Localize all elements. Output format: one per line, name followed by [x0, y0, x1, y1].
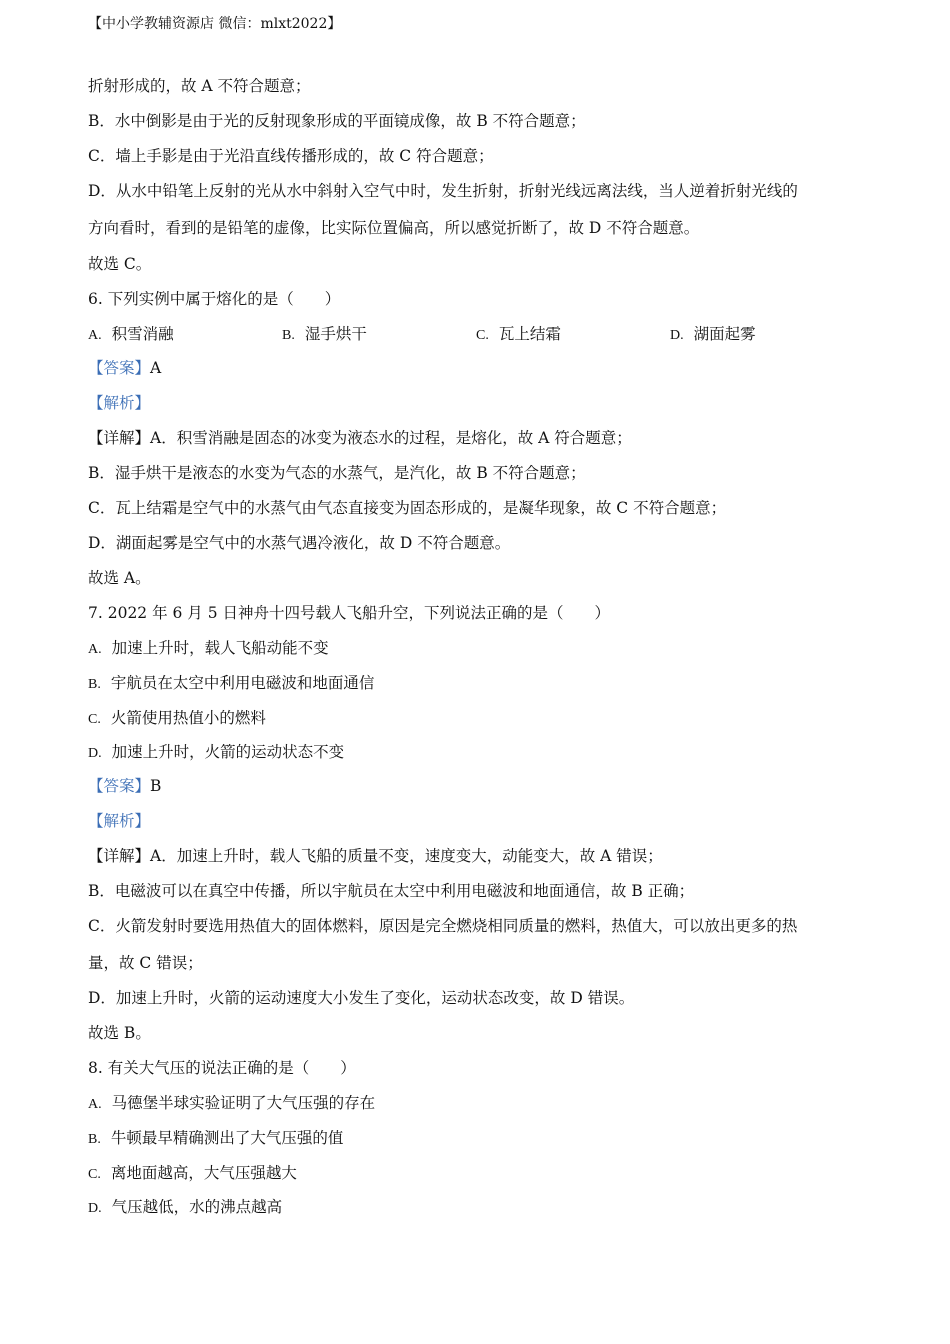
answer-tag: 【答案】: [88, 777, 151, 795]
option-letter: A.: [88, 642, 102, 657]
q7-conclusion: 故选 B。: [88, 1024, 151, 1042]
q5-option-d-explanation: D．从水中铅笔上反射的光从水中斜射入空气中时，发生折射，折射光线远离法线，当人逆着折射光线的: [88, 182, 798, 200]
q6-detail-b: B．湿手烘干是液态的水变为气态的水蒸气，是汽化，故 B 不符合题意；: [88, 464, 586, 482]
option-text: 气压越低，水的沸点越高: [111, 1198, 283, 1216]
q5-text-line: 折射形成的，故 A 不符合题意；: [88, 77, 311, 95]
q7-option-d: [88, 741, 344, 765]
option-text: 湖面起雾: [693, 325, 756, 343]
option-text: 湿手烘干: [304, 325, 367, 343]
answer-tag: 【答案】: [88, 359, 151, 377]
answer-value: A: [150, 359, 162, 377]
q7-option-b: [88, 672, 374, 696]
q5-option-d-explanation-cont: 方向看时，看到的是铅笔的虚像，比实际位置偏高，所以感觉折断了，故 D 不符合题意。: [88, 219, 700, 237]
q7-stem: 7. 2022 年 6 月 5 日神舟十四号载人飞船升空，下列说法正确的是（ ）: [88, 604, 611, 622]
q5-option-c-explanation: C．墙上手影是由于光沿直线传播形成的，故 C 符合题意；: [88, 147, 494, 165]
q7-detail-b: B．电磁波可以在真空中传播，所以宇航员在太空中利用电磁波和地面通信，故 B 正确；: [88, 882, 695, 900]
option-letter: C.: [88, 712, 101, 727]
q5-conclusion: 故选 C。: [88, 255, 152, 273]
option-text: 马德堡半球实验证明了大气压强的存在: [111, 1094, 376, 1112]
page-header: 【中小学教辅资源店 微信：mlxt2022】: [88, 16, 342, 32]
detail-tag: 【详解】: [88, 847, 151, 865]
analysis-tag: 【解析】: [88, 394, 151, 412]
q7-detail-c-cont: 量，故 C 错误；: [88, 954, 203, 972]
answer-value: B: [150, 777, 162, 795]
q6-option-d: [670, 323, 756, 347]
q6-detail-d: D．湖面起雾是空气中的水蒸气遇冷液化，故 D 不符合题意。: [88, 534, 511, 552]
option-letter: C.: [88, 1167, 101, 1182]
detail-text: A．加速上升时，载人飞船的质量不变，速度变大，动能变大，故 A 错误；: [150, 847, 663, 865]
q6-option-c: [476, 323, 561, 347]
q7-answer: [88, 775, 161, 797]
option-letter: D.: [88, 746, 102, 761]
q6-option-a: [88, 323, 174, 347]
option-letter: B.: [88, 677, 101, 692]
option-letter: A.: [88, 1097, 102, 1112]
q7-detail-d: D．加速上升时，火箭的运动速度大小发生了变化，运动状态改变，故 D 错误。: [88, 989, 635, 1007]
q6-answer: [88, 357, 161, 379]
q8-stem: 8. 有关大气压的说法正确的是（ ）: [88, 1059, 356, 1077]
q8-option-d: [88, 1196, 282, 1220]
q6-detail-a: [88, 427, 632, 449]
q7-detail-a: [88, 845, 663, 867]
option-text: 牛顿最早精确测出了大气压强的值: [110, 1129, 344, 1147]
option-letter: B.: [282, 328, 295, 343]
analysis-tag: 【解析】: [88, 812, 151, 830]
q6-detail-c: C．瓦上结霜是空气中的水蒸气由气态直接变为固态形成的，是凝华现象，故 C 不符合题意；: [88, 499, 727, 517]
q6-option-b: [282, 323, 367, 347]
q8-option-b: [88, 1127, 343, 1151]
option-text: 火箭使用热值小的燃料: [110, 709, 266, 727]
q5-option-b-explanation: B．水中倒影是由于光的反射现象形成的平面镜成像，故 B 不符合题意；: [88, 112, 586, 130]
detail-tag: 【详解】: [88, 429, 151, 447]
q8-option-c: [88, 1162, 297, 1186]
option-letter: D.: [670, 328, 684, 343]
option-text: 加速上升时，火箭的运动状态不变: [111, 743, 345, 761]
q7-option-c: [88, 707, 266, 731]
option-letter: A.: [88, 328, 102, 343]
option-text: 瓦上结霜: [498, 325, 561, 343]
detail-text: A．积雪消融是固态的冰变为液态水的过程，是熔化，故 A 符合题意；: [150, 429, 632, 447]
q7-detail-c: C．火箭发射时要选用热值大的固体燃料，原因是完全燃烧相同质量的燃料，热值大，可以放出更多的热: [88, 917, 798, 935]
q6-stem: 6. 下列实例中属于熔化的是（ ）: [88, 290, 341, 308]
option-letter: D.: [88, 1201, 102, 1216]
option-text: 离地面越高，大气压强越大: [110, 1164, 297, 1182]
option-text: 宇航员在太空中利用电磁波和地面通信: [110, 674, 375, 692]
option-text: 加速上升时，载人飞船动能不变: [111, 639, 329, 657]
option-letter: B.: [88, 1132, 101, 1147]
q6-analysis-tag: [88, 392, 150, 414]
q7-analysis-tag: [88, 810, 150, 832]
q7-option-a: [88, 637, 329, 661]
q8-option-a: [88, 1092, 375, 1116]
q6-conclusion: 故选 A。: [88, 569, 151, 587]
option-text: 积雪消融: [111, 325, 174, 343]
option-letter: C.: [476, 328, 489, 343]
